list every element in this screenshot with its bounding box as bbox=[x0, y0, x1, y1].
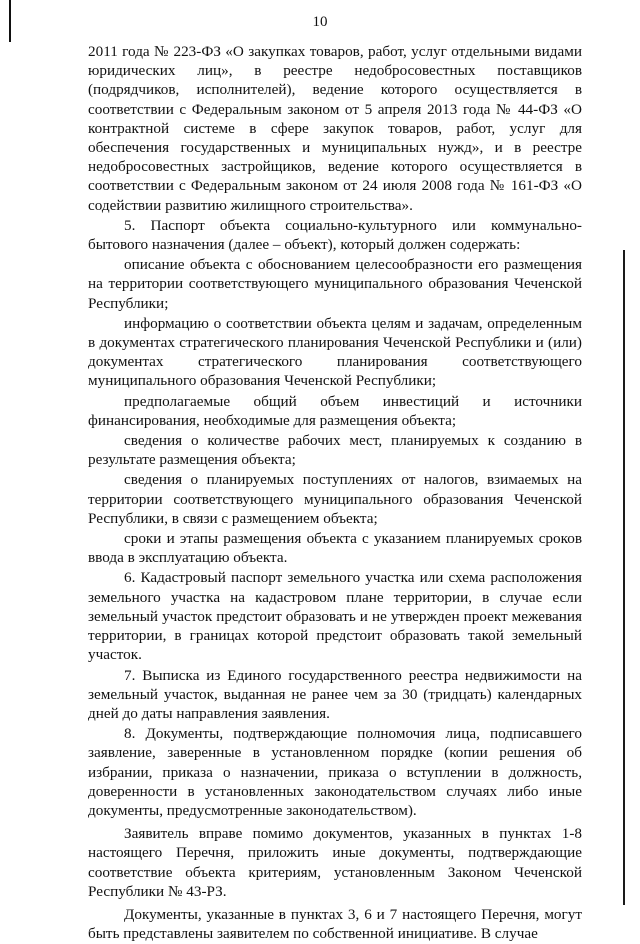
paragraph-timeline: сроки и этапы размещения объекта с указанием планируемых сроков ввода в эксплуатацию объекта. bbox=[88, 530, 582, 567]
paragraph-item-8: 8. Документы, подтверждающие полномочия лица, подписавшего заявление, заверенные в установленном порядке (копии решения об избрании, приказа о назначении, приказа о вступлении в должность, доверенности в установленных законодательством случаях либо иные документы, предусмотренные законодательством). bbox=[88, 725, 582, 819]
paragraph-documents: Документы, указанные в пунктах 3, 6 и 7 настоящего Перечня, могут быть представлены заявителем по собственной инициативе. В случае bbox=[88, 905, 582, 943]
paragraph-taxes: сведения о планируемых поступлениях от налогов, взимаемых на территории соответствующего муниципального образования Чеченской Республики, в связи с размещением объекта; bbox=[88, 471, 582, 527]
paragraph-applicant: Заявитель вправе помимо документов, указанных в пунктах 1-8 настоящего Перечня, приложить иные документы, подтверждающие соответствие объекта критериям, установленным Законом Чеченской Республики № 43-РЗ. bbox=[88, 825, 582, 900]
paragraph-item-6: 6. Кадастровый паспорт земельного участка или схема расположения земельного участка на кадастровом плане территории, в случае если земельный участок предстоит образовать и не утвержден проект межевания территории, в границах которой предстоит образовать такой земельный участок. bbox=[88, 569, 582, 664]
paragraph-strategic-info: информацию о соответствии объекта целям и задачам, определенным в документах стратегического планирования Чеченской Республики и (или) документах стратегического планирования соответствующего муниципального образования Чеченской Республики; bbox=[88, 314, 582, 390]
paragraph-description: описание объекта с обоснованием целесообразности его размещения на территории соответствующего муниципального образования Чеченской Республики; bbox=[88, 256, 582, 312]
paragraph-item-7: 7. Выписка из Единого государственного реестра недвижимости на земельный участок, выданная не ранее чем за 30 (тридцать) календарных дней до даты направления заявления. bbox=[88, 666, 582, 722]
paragraph-jobs: сведения о количестве рабочих мест, планируемых к созданию в результате размещения объекта; bbox=[88, 432, 582, 469]
document-body bbox=[88, 42, 582, 944]
page-number: 10 bbox=[312, 14, 328, 30]
paragraph-investment: предполагаемые общий объем инвестиций и источники финансирования, необходимые для размещения объекта; bbox=[88, 392, 582, 429]
paragraph-item-5: 5. Паспорт объекта социально-культурного или коммунально-бытового назначения (далее – объект), который должен содержать: bbox=[88, 216, 582, 254]
paragraph-1: 2011 года № 223-ФЗ «О закупках товаров, работ, услуг отдельными видами юридических лиц», в реестре недобросовестных поставщиков (подрядчиков, исполнителей), ведение которого осуществляется в соответствии с Федеральным законом от 5 апреля 2013 года № 44-ФЗ «О контрактной системе в сфере закупок товаров, работ, услуг для обеспечения государственных и муниципальных нужд», и в реестре недобросовестных застройщиков, ведение которого осуществляется в соответствии с Федеральным законом от 24 июля 2008 года № 161-ФЗ «О содействии развитию жилищного строительства». bbox=[88, 43, 582, 214]
scan-edge-right bbox=[623, 250, 625, 905]
